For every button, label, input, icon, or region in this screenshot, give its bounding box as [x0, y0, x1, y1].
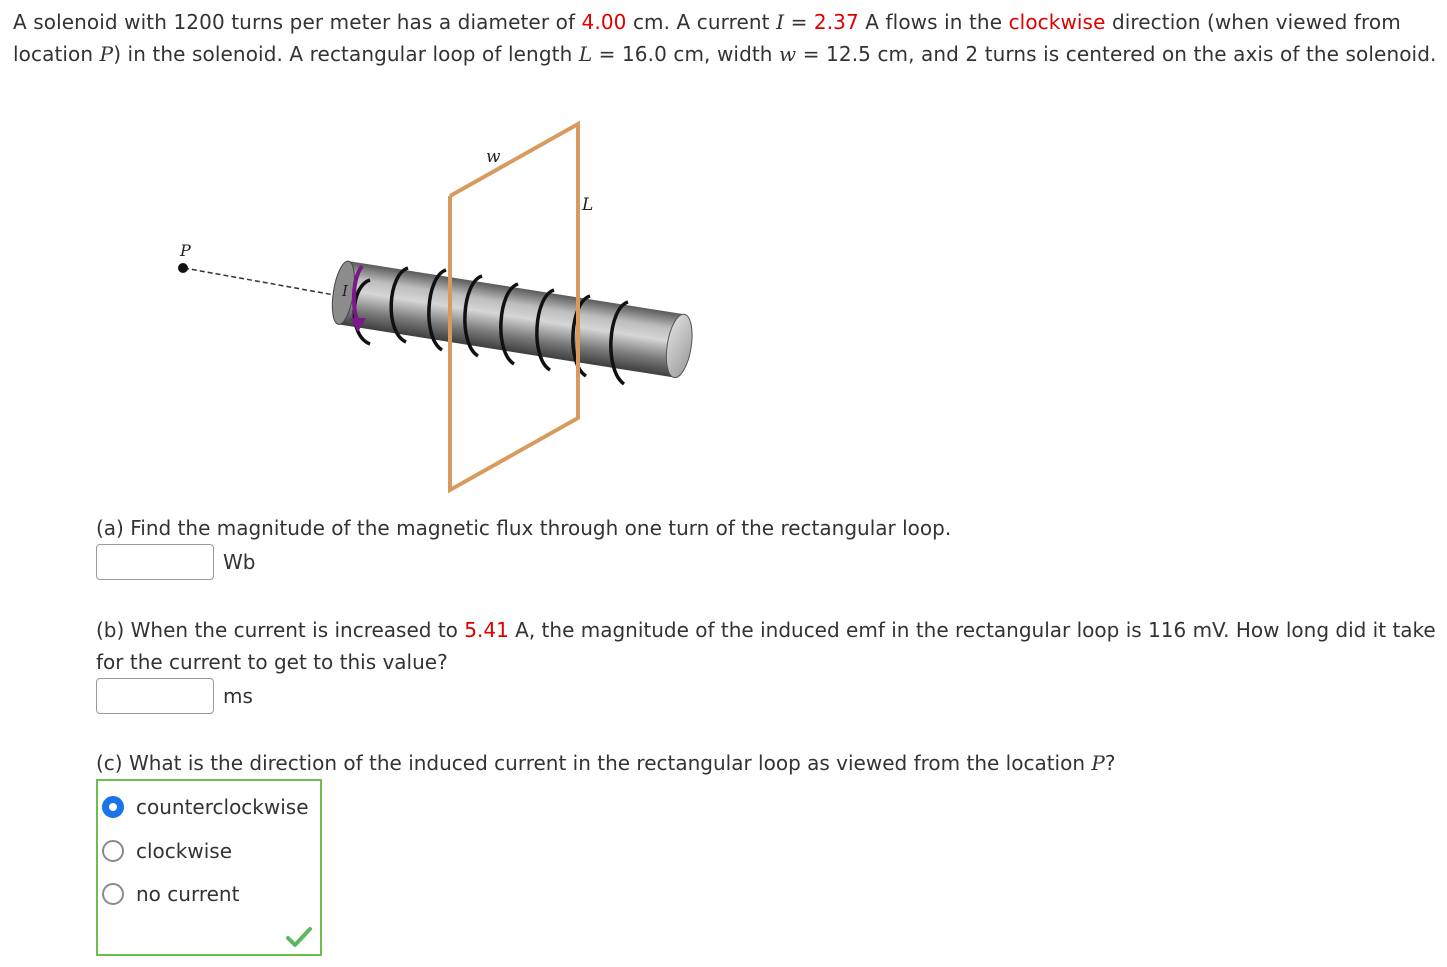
part-b-text: A, the magnitude of the induced emf in the rectangular loop is 116 mV. How long did it take for the current to get to this value? — [96, 618, 1436, 674]
intro-text: A flows in the — [858, 10, 1009, 34]
part-b-text: (b) When the current is increased to — [96, 618, 465, 642]
radio-button[interactable] — [102, 840, 124, 862]
length-symbol: L — [578, 42, 593, 66]
point-p-dot — [178, 263, 188, 273]
part-c-text: ? — [1104, 751, 1116, 775]
problem-statement — [13, 6, 1438, 70]
intro-text: ) in the solenoid. A rectangular loop of length — [113, 42, 579, 66]
radio-button-selected[interactable] — [102, 796, 124, 818]
intro-text: = — [784, 10, 814, 34]
intro-text: cm. A current — [626, 10, 777, 34]
current-value: 2.37 — [813, 10, 859, 34]
part-b-question — [96, 614, 1441, 678]
correct-check-icon — [286, 926, 312, 948]
intro-text: = 16.0 cm, width — [592, 42, 780, 66]
choice-no-current[interactable] — [102, 879, 239, 909]
solenoid-figure — [170, 118, 700, 496]
part-c-location: P — [1091, 751, 1105, 775]
current-label: I — [342, 282, 348, 300]
dashed-sightline — [184, 268, 340, 296]
part-a-answer-row — [96, 543, 255, 581]
direction-value: clockwise — [1008, 10, 1106, 34]
width-symbol: w — [779, 42, 797, 66]
part-a-unit: Wb — [223, 550, 256, 574]
point-p-label: P — [180, 241, 191, 260]
part-a-answer-input[interactable] — [96, 544, 214, 580]
part-c-text: (c) What is the direction of the induced current in the rectangular loop as viewed from the location — [96, 751, 1092, 775]
choice-label: no current — [136, 882, 240, 906]
radio-button[interactable] — [102, 883, 124, 905]
length-label: L — [582, 195, 594, 215]
part-b-answer-row — [96, 677, 253, 715]
part-b-answer-input[interactable] — [96, 678, 214, 714]
intro-text: = 12.5 cm, and 2 turns is centered on the axis of the solenoid. — [796, 42, 1437, 66]
location-symbol: P — [99, 42, 114, 66]
part-c-question — [96, 747, 1115, 779]
part-b-current-value: 5.41 — [464, 618, 509, 642]
diameter-value: 4.00 — [581, 10, 627, 34]
choice-counterclockwise[interactable] — [102, 792, 309, 822]
width-label: w — [486, 147, 501, 167]
current-symbol: I — [776, 10, 785, 34]
part-c-choice-group — [96, 779, 322, 956]
choice-label: clockwise — [136, 839, 233, 863]
intro-text: direction (when viewed from location — [13, 10, 1401, 66]
intro-text: A solenoid with 1200 turns per meter has a diameter of — [13, 10, 582, 34]
choice-label: counterclockwise — [136, 795, 309, 819]
choice-clockwise[interactable] — [102, 836, 232, 866]
part-b-unit: ms — [223, 684, 253, 708]
part-a-question: (a) Find the magnitude of the magnetic flux through one turn of the rectangular loop. — [96, 516, 952, 540]
